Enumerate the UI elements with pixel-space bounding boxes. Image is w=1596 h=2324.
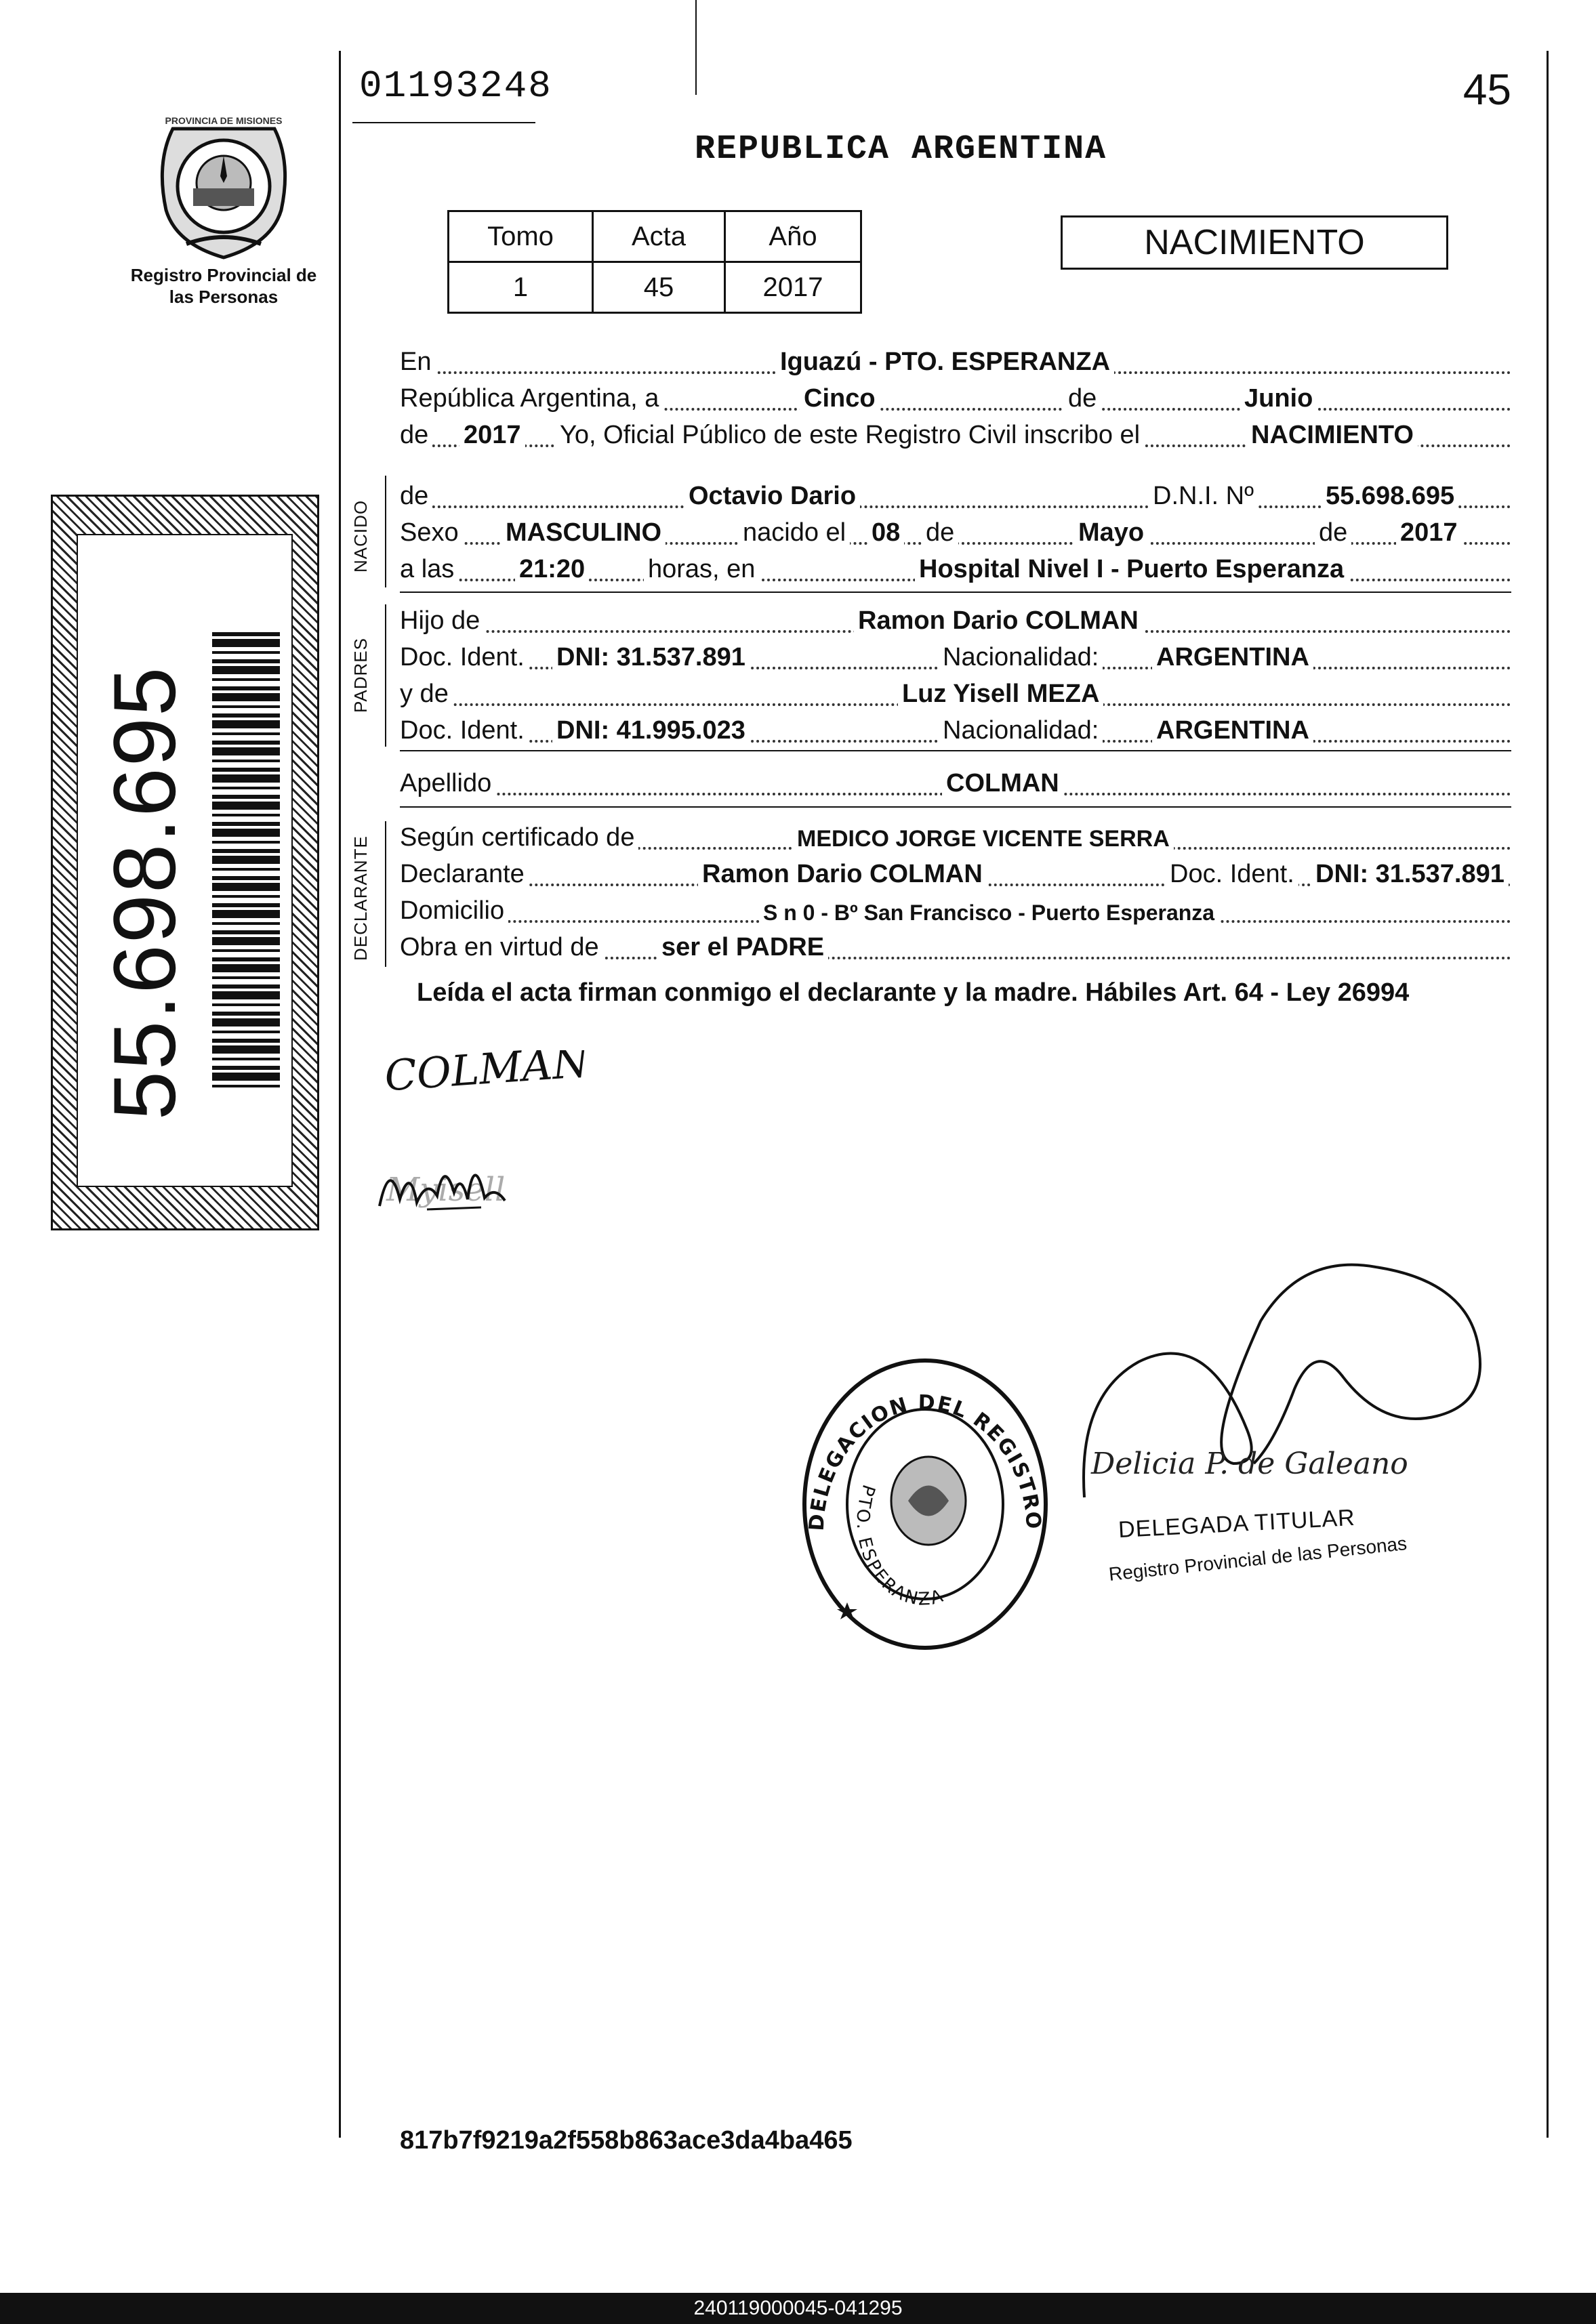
signature-mother <box>373 1145 522 1230</box>
republica-label: República Argentina, a <box>400 384 663 413</box>
certificate-value: MEDICO JORGE VICENTE SERRA <box>793 826 1174 852</box>
signature-mother-text: Myisell <box>386 1171 506 1209</box>
barcode-strip <box>51 495 319 1230</box>
de-label-2: de <box>400 421 432 450</box>
footer-code: 240119000045-041295 <box>0 2293 1596 2324</box>
official-registry: Registro Provincial de las Personas <box>1107 1532 1408 1585</box>
row-mother <box>400 676 1511 713</box>
row-time <box>400 552 1511 588</box>
acta-value: 45 <box>593 262 725 313</box>
apellido-label: Apellido <box>400 769 495 798</box>
father-doc-label: Doc. Ident. <box>400 643 529 672</box>
de-label-5: de <box>1315 518 1351 547</box>
separator-1 <box>400 592 1511 593</box>
y-de-label: y de <box>400 680 453 709</box>
province-seal-icon <box>146 108 302 264</box>
closing-text: Leída el acta firman conmigo el declarante y la madre. Hábiles Art. 64 - Ley 26994 <box>417 978 1410 1007</box>
tomo-header: Tomo <box>449 211 593 262</box>
month-value: Junio <box>1240 384 1317 413</box>
yo-label: Yo, Oficial Público de este Registro Civil inscribo el <box>556 421 1144 450</box>
padres-bracket <box>385 604 386 747</box>
birth-day: 08 <box>867 518 904 547</box>
document-hash: 817b7f9219a2f558b863ace3da4ba465 <box>400 2126 853 2155</box>
barcode-number: 55.698.695 <box>95 665 194 1121</box>
inscription-type: NACIMIENTO <box>1247 421 1418 450</box>
horas-label: horas, en <box>644 555 759 584</box>
official-signature-loop <box>1057 1240 1498 1524</box>
province-logo <box>146 108 302 264</box>
signature-colman <box>380 1050 603 1108</box>
nacido-side-label: NACIDO <box>350 499 371 573</box>
mother-nat-label: Nacionalidad: <box>939 716 1103 745</box>
mother-nationality: ARGENTINA <box>1152 716 1313 745</box>
en-label: En <box>400 348 435 377</box>
row-father-doc <box>400 640 1511 676</box>
apellido-value: COLMAN <box>942 769 1063 798</box>
address-value: S n 0 - Bº San Francisco - Puerto Esperanza <box>759 900 1219 926</box>
stamp-inner-text: PTO. ESPERANZA <box>852 1482 947 1610</box>
nacido-label: nacido el <box>739 518 850 547</box>
birth-place: Hospital Nivel I - Puerto Esperanza <box>915 555 1348 584</box>
declarante-bracket <box>385 821 386 967</box>
mother-name: Luz Yisell MEZA <box>898 680 1103 709</box>
declarante-side-label: DECLARANTE <box>350 835 371 961</box>
row-certificate <box>400 820 1511 856</box>
left-margin-line <box>339 51 341 2138</box>
declarant-doc: DNI: 31.537.891 <box>1311 860 1509 889</box>
father-name: Ramon Dario COLMAN <box>854 606 1143 636</box>
father-nat-label: Nacionalidad: <box>939 643 1103 672</box>
row-reason <box>400 930 1511 966</box>
row-en <box>400 344 1511 381</box>
row-father <box>400 603 1511 640</box>
place-value: Iguazú - PTO. ESPERANZA <box>776 348 1114 377</box>
birth-year: 2017 <box>1396 518 1462 547</box>
sex-value: MASCULINO <box>502 518 666 547</box>
cert-label: Según certificado de <box>400 823 638 852</box>
page-number: 45 <box>1462 65 1511 114</box>
volume-table <box>447 210 862 314</box>
row-apellido <box>400 766 1511 802</box>
row-address <box>400 893 1511 930</box>
birth-month: Mayo <box>1074 518 1148 547</box>
logo-caption: Registro Provincial de las Personas <box>130 265 317 307</box>
row-year <box>400 417 1511 454</box>
tomo-value: 1 <box>449 262 593 313</box>
de-label-4: de <box>922 518 958 547</box>
birth-time: 21:20 <box>515 555 589 584</box>
fold-line-top <box>695 0 697 95</box>
official-name: Delicia P. de Galeano <box>1091 1447 1408 1481</box>
acta-header: Acta <box>593 211 725 262</box>
dni-label: D.N.I. Nº <box>1149 482 1258 511</box>
decl-doc-label: Doc. Ident. <box>1166 860 1298 889</box>
mother-doc-label: Doc. Ident. <box>400 716 529 745</box>
barcode-bars <box>212 632 280 1093</box>
dom-label: Domicilio <box>400 896 508 926</box>
a-las-label: a las <box>400 555 458 584</box>
row-mother-doc <box>400 713 1511 749</box>
separator-3 <box>400 806 1511 808</box>
nacido-bracket <box>385 476 386 587</box>
seal-lettering: PROVINCIA DE MISIONES <box>165 115 283 126</box>
anio-value: 2017 <box>725 262 861 313</box>
right-margin-line <box>1547 51 1549 2138</box>
obra-label: Obra en virtud de <box>400 933 603 962</box>
anio-header: Año <box>725 211 861 262</box>
row-declarant <box>400 856 1511 893</box>
signature-colman-text: COLMAN <box>383 1050 591 1101</box>
separator-2 <box>400 750 1511 751</box>
decl-label: Declarante <box>400 860 529 889</box>
official-stamp <box>800 1355 1050 1653</box>
declarant-name: Ramon Dario COLMAN <box>698 860 987 889</box>
de-label: de <box>1064 384 1101 413</box>
row-name <box>400 478 1511 515</box>
de-label-3: de <box>400 482 432 511</box>
serial-number: 01193248 <box>359 64 552 108</box>
country-title: REPUBLICA ARGENTINA <box>695 130 1107 169</box>
day-value: Cinco <box>800 384 880 413</box>
mother-doc: DNI: 41.995.023 <box>552 716 750 745</box>
child-name: Octavio Dario <box>684 482 860 511</box>
row-republica <box>400 381 1511 417</box>
serial-underline <box>352 122 535 123</box>
act-type-box: NACIMIENTO <box>1061 215 1448 270</box>
official-role: DELEGADA TITULAR <box>1118 1504 1356 1543</box>
stamp-outer-text: DELEGACION DEL REGISTRO <box>804 1390 1046 1532</box>
reason-value: ser el PADRE <box>657 933 828 962</box>
sexo-label: Sexo <box>400 518 463 547</box>
hijo-label: Hijo de <box>400 606 484 636</box>
year-value: 2017 <box>459 421 525 450</box>
row-sex <box>400 515 1511 552</box>
child-dni: 55.698.695 <box>1322 482 1458 511</box>
padres-side-label: PADRES <box>350 638 371 713</box>
father-nationality: ARGENTINA <box>1152 643 1313 672</box>
father-doc: DNI: 31.537.891 <box>552 643 750 672</box>
